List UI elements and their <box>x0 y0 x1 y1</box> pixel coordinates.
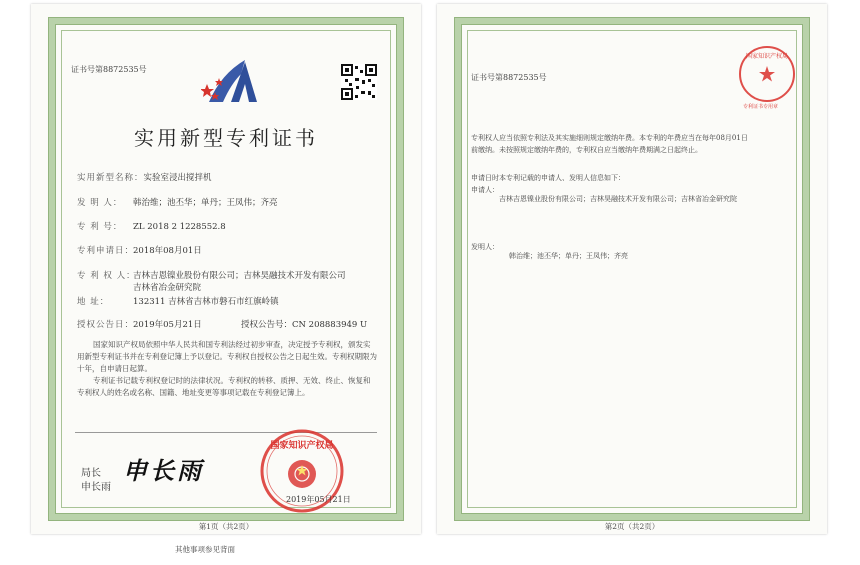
inventor-label: 发明人： <box>471 243 499 251</box>
cnipa-logo-icon <box>201 54 261 106</box>
page-number: 第2页（共2页） <box>604 522 660 531</box>
inventor-value: 韩治维；池丕华；单丹；王凤伟；齐亮 <box>509 252 628 260</box>
special-stamp-icon <box>737 44 797 104</box>
seal-date: 2019年05月21日 <box>286 495 351 504</box>
annual-fee-text-1: 专利权人应当依照专利法及其实施细则规定缴纳年费。本专利的年费应当在每年08月01日 <box>471 134 748 142</box>
utility-model-name-row: 实用新型名称：实验室浸出搅拌机 <box>77 173 212 183</box>
grant-number-row: 授权公告号：CN 208883949 U <box>241 320 368 330</box>
svg-text:国家知识产权局: 国家知识产权局 <box>270 441 334 451</box>
filing-date-row: 专利申请日：2018年08月01日 <box>77 246 202 256</box>
director-signature: 申长雨 <box>123 456 204 485</box>
qr-code-icon <box>341 64 377 100</box>
director-name: 申长雨 <box>81 482 111 493</box>
patent-number-row: 专 利 号： ZL 2018 2 1228552.8 <box>77 222 226 232</box>
applicant-value: 吉林吉恩镍业股份有限公司；吉林昊融技术开发有限公司；吉林省冶金研究院 <box>499 195 737 203</box>
page-number: 第1页（共2页） <box>198 522 254 531</box>
certificate-page-2 <box>437 4 827 534</box>
inventor-row: 发 明 人： 韩治维；池丕华；单丹；王凤伟；齐亮 <box>77 198 278 208</box>
grant-date-row: 授权公告日：2019年05月21日 <box>77 320 202 330</box>
patentee-row-continued: 吉林省冶金研究院 <box>133 283 202 293</box>
certificate-number: 证书号第8872535号 <box>471 73 547 82</box>
certificate-number: 证书号第8872535号 <box>71 65 147 74</box>
certificate-title: 实用新型专利证书 <box>134 126 318 150</box>
legal-status-statement: 专利证书记载专利权登记时的法律状况。专利权的转移、质押、无效、终止、恢复和专利权人的姓名或名称、国籍、地址变更等事项记载在专利登记簿上。 <box>77 376 371 397</box>
applicant-info-intro: 申请日时本专利记载的申请人、发明人信息如下： <box>471 174 625 182</box>
director-title: 局长 <box>81 468 101 479</box>
applicant-label: 申请人： <box>471 186 499 194</box>
address-row: 地 址： 132311 吉林省吉林市磐石市红旗岭镇 <box>77 297 279 307</box>
patentee-row: 专 利 权 人：吉林吉恩镍业股份有限公司；吉林昊融技术开发有限公司 <box>77 271 346 281</box>
svg-text:国家知识产权局: 国家知识产权局 <box>745 53 789 60</box>
annual-fee-text-2: 前缴纳。未按照规定缴纳年费的，专利权自应当缴纳年费期满之日起终止。 <box>471 146 702 154</box>
back-side-note: 其他事项参见背面 <box>175 545 235 554</box>
certificate-page-1 <box>31 4 421 534</box>
grant-statement: 国家知识产权局依照中华人民共和国专利法经过初步审查，决定授予专利权，颁发实用新型专利证书并在专利登记簿上予以登记。专利权自授权公告之日起生效。专利权期限为十年，自申请日起算。 <box>77 340 377 373</box>
special-stamp-label: 专利证书专用章 <box>743 104 779 110</box>
